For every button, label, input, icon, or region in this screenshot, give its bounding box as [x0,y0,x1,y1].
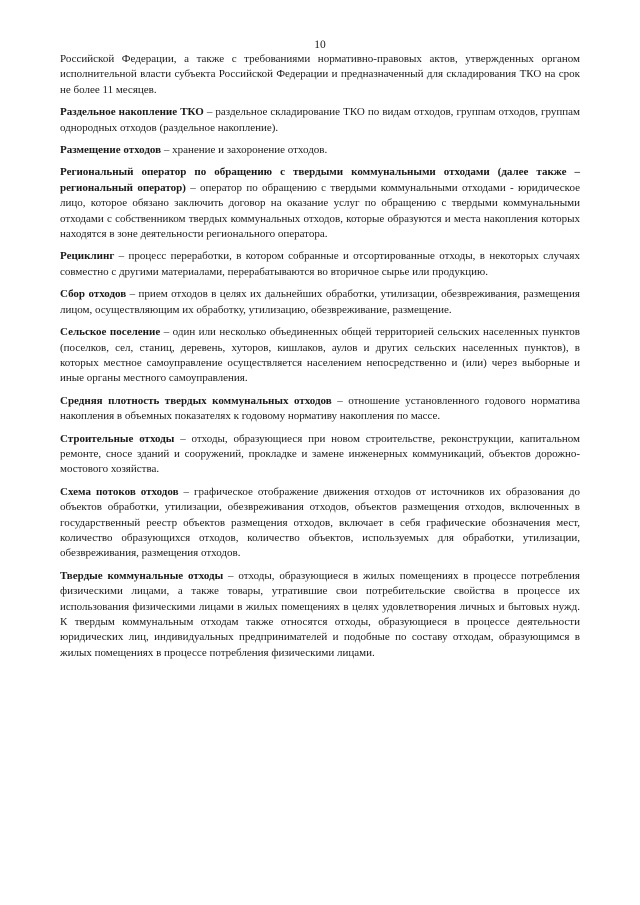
definition-average-density [60,394,580,425]
definition-solid-municipal-waste [60,569,580,661]
term: Строительные отходы [60,432,175,445]
term: Схема потоков отходов [60,485,179,498]
definition-text: – отходы, образующиеся в жилых помещениях в процессе потребления физическими лицами, а также товары, утратившие свои потребительские свойства в процессе их использования физическими лицами в жилых помещениях в целях удовлетворения личных и бытовых нужд. К твердым коммунальным отходам также относятся отходы, образующиеся в процессе деятельности юридических лиц, индивидуальных предпринимателей и подобные по составу отходам, образующимся в жилых помещениях в процессе потребления физическими лицами. [60,569,580,659]
definition-separate-accumulation [60,105,580,136]
definition-recycling [60,249,580,280]
definition-waste-placement [60,143,580,158]
term: Раздельное накопление ТКО [60,106,204,119]
term: Средняя плотность твердых коммунальных отходов [60,394,332,407]
term: Размещение отходов [60,144,162,157]
page-number: 10 [314,39,326,51]
definition-construction-waste [60,432,580,478]
definition-text: – один или несколько объединенных общей территорией сельских населенных пунктов (поселков, сел, станиц, деревень, хуторов, кишлаков, аулов и других сельских населенных пунктов), в которых местное самоуправление осуществляется населением непосредственно и (или) через выборные и иные органы местного самоуправления. [60,326,580,385]
term: Региональный оператор по обращению с твердыми коммунальными отходами (далее также – региональный оператор) [60,166,580,194]
definition-text: – прием отходов в целях их дальнейших обработки, утилизации, обезвреживания, размещения лицом, осуществляющим их обработку, утилизацию, обезвреживание, размещение. [60,288,580,316]
definition-waste-collection [60,287,580,318]
definition-text: – отношение установленного годового норматива накопления в объемных показателях к годовому нормативу накопления по массе. [60,394,581,423]
definition-text: – раздельное складирование ТКО по видам отходов, группам отходов, группам однородных отходов (раздельное накопление). [60,106,581,134]
term: Рециклинг [60,250,115,263]
definition-text: – оператор по обращению с твердыми коммунальными отходами - юридическое лицо, которое обязано заключить договор на оказание услуг по обращению с твердыми коммунальными отходами с собственником твердых коммунальных отходов, которые образуются и места накопления которых находятся в зоне деятельности регионального оператора. [60,181,580,241]
definition-text: – процесс переработки, в котором собранные и отсортированные отходы, в некоторых случаях совместно с другими материалами, перерабатываются во вторичное сырье или продукцию. [60,250,580,278]
definition-text: Российской Федерации, а также с требованиями нормативно-правовых актов, утвержденных органом исполнительной власти субъекта Российской Федерации и предназначенный для складирования ТКО на срок не более 11 месяцев. [60,53,580,96]
definition-text: – хранение и захоронение отходов. [161,144,328,157]
definition-regional-operator [60,165,580,242]
definition-text: – отходы, образующиеся при новом строительстве, реконструкции, капитальном ремонте, сносе зданий и сооружений, прокладке и замене инженерных коммуникаций, объектов дорожно-мостового хозяйства. [60,432,580,476]
term: Твердые коммунальные отходы [60,569,224,582]
definition-waste-flow-scheme [60,485,580,562]
definition-rural-settlement [60,325,580,387]
document-body [60,52,580,668]
term: Сбор отходов [60,288,127,301]
term: Сельское поселение [60,326,161,339]
paragraph-continuation [60,52,580,98]
definition-text: – графическое отображение движения отходов от источников их образования до объектов обработки, утилизации, обезвреживания отходов, объектов размещения отходов, включенных в государственный реестр объектов размещения отходов, включает в себя графические обозначения мест, количество образующихся отходов, количество объектов, используемых для обработки, утилизации, обезвреживания, размещения отходов. [60,485,580,560]
